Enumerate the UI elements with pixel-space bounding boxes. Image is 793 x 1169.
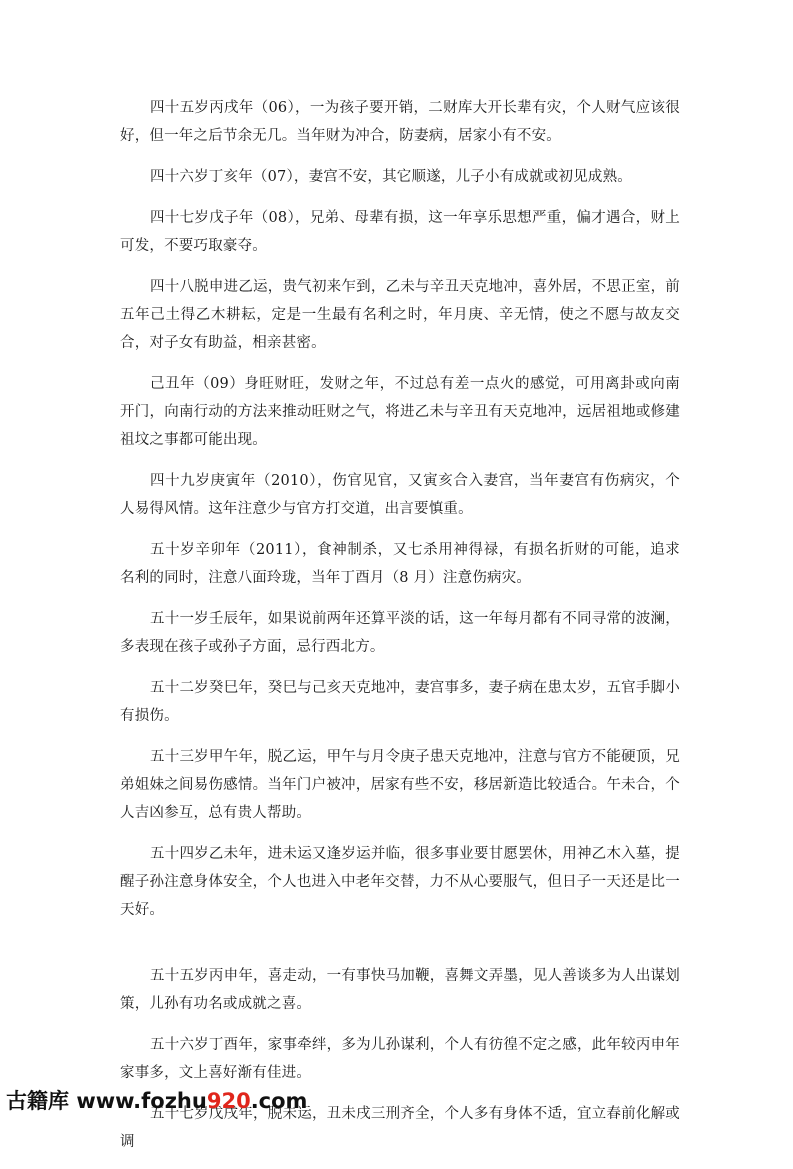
paragraph: 五十一岁壬辰年，如果说前两年还算平淡的话，这一年每月都有不同寻常的波澜，多表现在孩子或孙子方面，忌行西北方。 [120,611,680,655]
document-body [120,94,680,1169]
paragraph: 四十八脱申进乙运，贵气初来乍到，乙未与辛丑天克地冲，喜外居，不思正室，前五年己土得乙木耕耘，定是一生最有名利之时，年月庚、辛无情，使之不愿与故友交合，对子女有助益，相亲甚密。 [120,279,680,351]
site-url[interactable] [76,1089,307,1113]
paragraph: 五十岁辛卯年（2011），食神制杀，又七杀用神得禄，有损名折财的可能，追求名利的同时，注意八面玲珑，当年丁酉月（8 月）注意伤病灾。 [120,542,680,586]
paragraph: 五十四岁乙未年，进未运又逢岁运并临，很多事业要甘愿罢休，用神乙木入墓，提醒子孙注意身体安全，个人也进入中老年交替，力不从心要服气，但日子一天还是比一天好。 [120,846,680,918]
paragraph: 五十三岁甲午年，脱乙运，甲午与月令庚子患天克地冲，注意与官方不能硬顶，兄弟姐妹之间易伤感情。当年门户被冲，居家有些不安，移居新造比较适合。午未合，个人吉凶参互，总有贵人帮助。 [120,749,680,821]
url-prefix: www.fozhu [76,1089,207,1113]
paragraph: 五十二岁癸巳年，癸巳与己亥天克地冲，妻宫事多，妻子病在患太岁，五官手脚小有损伤。 [120,680,680,724]
paragraph: 己丑年（09）身旺财旺，发财之年，不过总有差一点火的感觉，可用离卦或向南开门，向南行动的方法来推动旺财之气，将进乙未与辛丑有天克地冲，远居祖地或修建祖坟之事都可能出现。 [120,376,680,448]
site-name: 古籍库 [6,1089,69,1113]
url-suffix: .com [250,1089,308,1113]
paragraph: 五十六岁丁酉年，家事牵绊，多为儿孙谋利，个人有彷徨不定之感，此年较丙申年家事多，文上喜好渐有佳进。 [120,1037,680,1081]
site-watermark[interactable] [6,1086,307,1116]
paragraph: 四十五岁丙戌年（06），一为孩子要开销，二财库大开长辈有灾，个人财气应该很好，但一年之后节余无几。当年财为冲合，防妻病，居家小有不安。 [120,100,680,144]
paragraph: 五十七岁戊戌年，脱未运，丑未戌三刑齐全，个人多有身体不适，宜立春前化解或调 [120,1106,680,1150]
paragraph: 五十五岁丙申年，喜走动，一有事快马加鞭，喜舞文弄墨，见人善谈多为人出谋划策，儿孙有功名或成就之喜。 [120,968,680,1012]
paragraph: 四十九岁庚寅年（2010），伤官见官，又寅亥合入妻宫，当年妻宫有伤病灾，个人易得风情。这年注意少与官方打交道，出言要慎重。 [120,473,680,517]
paragraph: 四十六岁丁亥年（07），妻宫不安，其它顺遂，儿子小有成就或初见成熟。 [150,169,632,185]
url-number: 920 [206,1089,251,1113]
paragraph: 四十七岁戊子年（08），兄弟、母辈有损，这一年享乐思想严重，偏才遇合，财上可发，不要巧取豪夺。 [120,210,680,254]
